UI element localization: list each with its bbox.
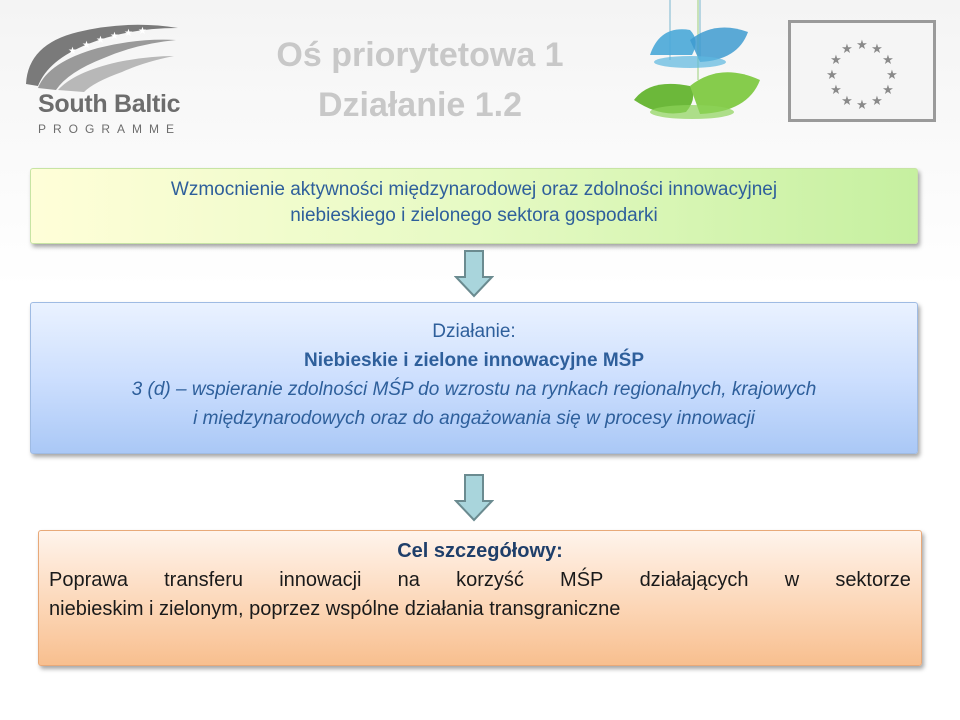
- title-line-1: Oś priorytetowa 1: [276, 36, 564, 74]
- objective-word: MŚP: [560, 569, 604, 591]
- objective-line-2: niebieskim i zielonym, poprzez wspólne działania transgraniczne: [49, 598, 621, 620]
- goal-line-1: Wzmocnienie aktywności międzynarodowej oraz zdolności innowacyjnej: [170, 179, 778, 200]
- svg-text:★: ★: [856, 38, 868, 53]
- title-line-2: Działanie 1.2: [317, 86, 523, 124]
- objective-word: innowacji: [279, 569, 362, 591]
- action-box: [30, 302, 918, 454]
- svg-text:★: ★: [96, 35, 105, 46]
- svg-text:★: ★: [882, 53, 894, 68]
- svg-text:★: ★: [830, 53, 842, 68]
- svg-text:★: ★: [841, 94, 853, 109]
- svg-text:★: ★: [68, 46, 77, 57]
- svg-text:★: ★: [830, 83, 842, 98]
- svg-text:★: ★: [82, 40, 91, 51]
- svg-text:★: ★: [110, 31, 119, 42]
- logo-name: South Baltic: [38, 90, 181, 118]
- down-arrow-icon: [454, 250, 494, 298]
- butterflies-decoration: [620, 0, 770, 140]
- action-heading: Niebieskie i zielone innowacyjne MŚP: [304, 350, 644, 371]
- objective-word: transferu: [164, 569, 244, 591]
- action-detail-line-2: i międzynarodowych oraz do angażowania się w procesy innowacji: [193, 408, 755, 429]
- svg-text:★: ★: [886, 68, 898, 83]
- objective-word: na: [397, 569, 420, 591]
- page-title: [240, 30, 600, 130]
- objective-word: sektorze: [835, 569, 911, 591]
- objective-word: działających: [639, 569, 749, 591]
- goal-line-2: niebieskiego i zielonego sektora gospodarki: [290, 205, 658, 226]
- svg-text:★: ★: [856, 98, 868, 113]
- eu-flag-icon: [788, 20, 936, 122]
- objective-word: w: [784, 569, 800, 591]
- svg-text:★: ★: [871, 94, 883, 109]
- action-label: Działanie:: [432, 321, 516, 342]
- svg-text:★: ★: [124, 28, 133, 39]
- svg-text:★: ★: [826, 68, 838, 83]
- svg-text:★: ★: [138, 26, 147, 37]
- specific-objective-box: [38, 530, 922, 666]
- objective-word: korzyść: [456, 569, 524, 591]
- logo-swoosh-icon: [18, 14, 188, 94]
- south-baltic-logo: [18, 14, 188, 134]
- svg-text:★: ★: [871, 42, 883, 57]
- down-arrow-icon: [454, 474, 494, 522]
- svg-text:★: ★: [882, 83, 894, 98]
- objective-heading: Cel szczegółowy:: [397, 540, 563, 562]
- objective-line-1: [49, 566, 911, 595]
- action-detail-line-1: 3 (d) – wspieranie zdolności MŚP do wzrostu na rynkach regionalnych, krajowych: [131, 379, 817, 400]
- logo-subtitle: PROGRAMME: [38, 122, 182, 136]
- svg-text:★: ★: [841, 42, 853, 57]
- priority-goal-box: [30, 168, 918, 244]
- objective-word: Poprawa: [49, 569, 128, 591]
